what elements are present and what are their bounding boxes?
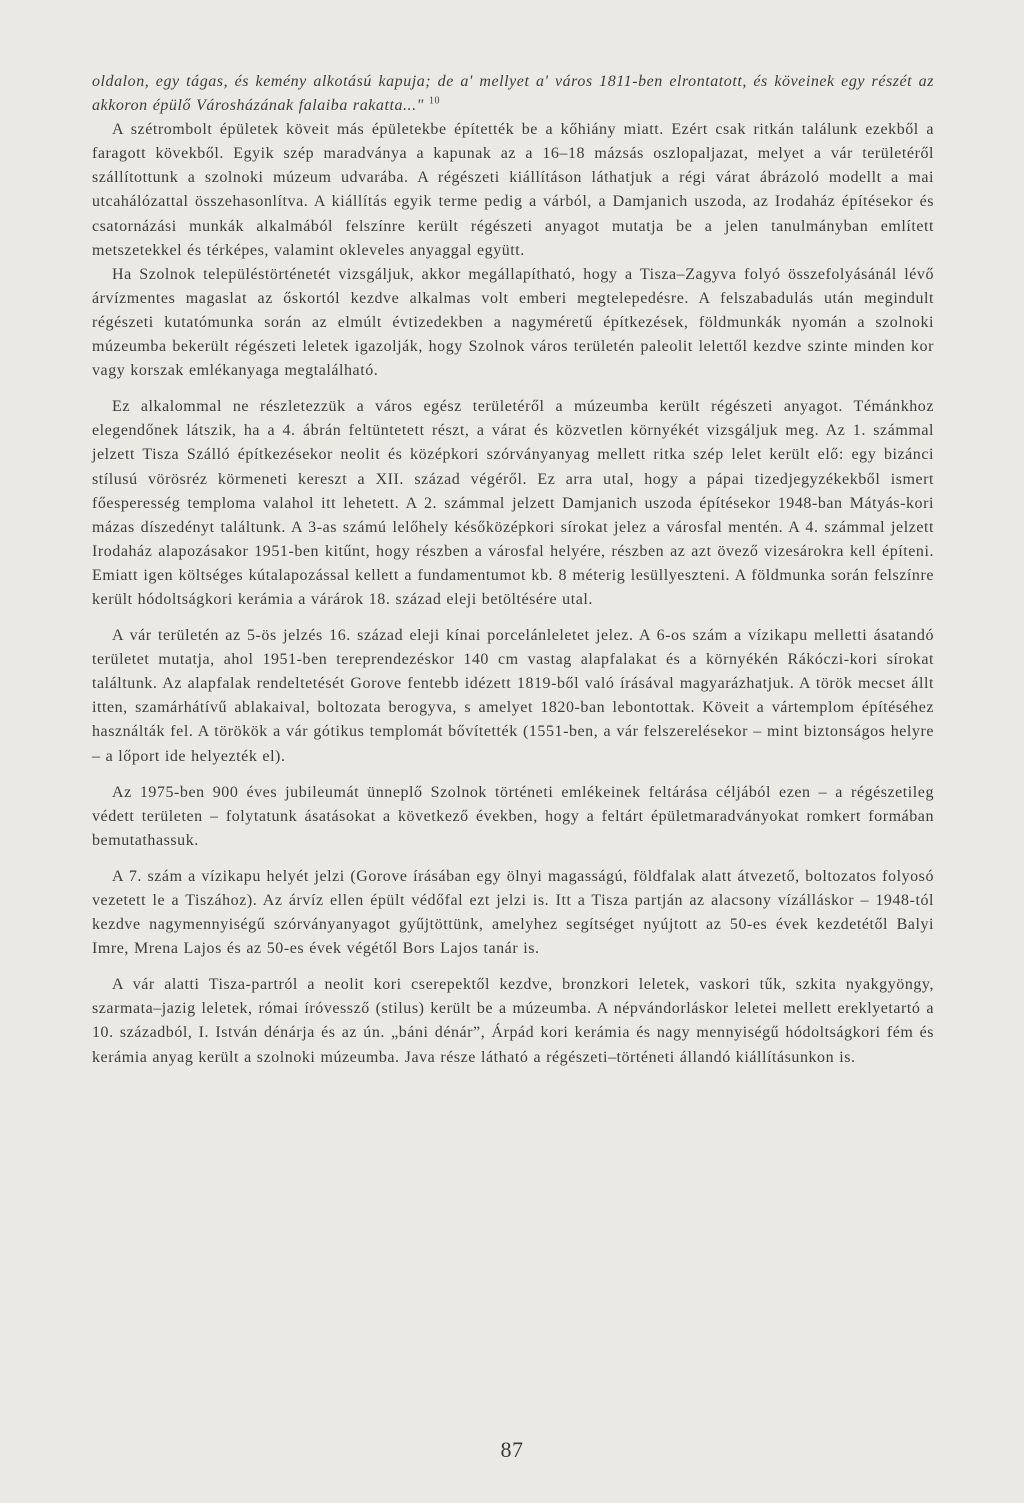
paragraph-2: Ha Szolnok településtörténetét vizsgáljuk, akkor megállapítható, hogy a Tisza–Zagyva folyó összefolyásánál lévő árvízmentes magaslat az őskortól kezdve alkalmas volt emberi megtelepedésre. A felszabadulás után megindult régészeti kutatómunka során az elmúlt évtizedekben a nagyméretű építkezések, földmunkák nyomán a szolnoki múzeumba bekerült régészeti leletek igazolják, hogy Szolnok város területén paleolit lelettől kezdve szinte minden kor vagy korszak emlékanyaga megtalálható. xyxy=(92,265,934,380)
paragraph-1: A szétrombolt épületek köveit más épületekbe építették be a kőhiány miatt. Ezért csak ritkán találunk ezekből a faragott kövekből. Egyik szép maradványa a kapunak az a 16–18 mázsás oszlopaljazat, melyet a vár területéről szállítottunk a szolnoki múzeum udvarába. A régészeti kiállításon láthatjuk a régi várat ábrázoló modellt a mai utcahálózattal összehasonlítva. A kiállítás egyik terme pedig a várból, a Damjanich uszoda, az Irodaház építésekor és csatornázási munkák alkalmából felszínre került régészeti anyagot mutatja be a jelen tanulmányban említett metszetekkel és térképes, valamint okleveles anyaggal együtt. xyxy=(92,121,934,259)
page-number: 87 xyxy=(500,1437,524,1462)
paragraph-5: Az 1975-ben 900 éves jubileumát ünneplő Szolnok történeti emlékeinek feltárása céljából ezen – a régészetileg védett területen – folytatunk ásatásokat a következő években, hogy a feltárt épületmaradványokat romkert formában bemutathassuk. xyxy=(92,783,934,849)
quote-paragraph xyxy=(92,70,934,118)
paragraph-3: Ez alkalommal ne részletezzük a város egész területéről a múzeumba került régészeti anyagot. Témánkhoz elegendőnek látszik, ha a 4. ábrán feltüntetett részt, a várat és közvetlen környékét vizsgáljuk meg. Az 1. számmal jelzett Tisza Szálló építkezésekor neolit és középkori szórványanyag mellett ritka szép lelet került elő: egy bizánci stílusú vörösréz körmeneti kereszt a XII. század végéről. Ez arra utal, hogy a pápai tizedjegyzékekből ismert főesperesség temploma valahol itt lehetett. A 2. számmal jelzett Damjanich uszoda építésekor 1948-ban Mátyás-kori mázas díszedényt találtunk. A 3-as számú lelőhely későközépkori sírokat jelez a városfal mentén. A 4. számmal jelzett Irodaház alapozásakor 1951-ben kitűnt, hogy részben a városfal helyére, részben az azt övező vizesárokra kell építeni. Emiatt igen költséges kútalapozással kellett a fundamentumot kb. 8 méterig lesüllyeszteni. A földmunka során felszínre került hódoltságkori kerámia a várárok 18. század eleji betöltésére utal. xyxy=(92,398,934,608)
quote-text: oldalon, egy tágas, és kemény alkotású kapuja; de a' mellyet a' város 1811-ben elrontatott, és köveinek egy részét az akkoron épülő Városházának falaiba rakatta..." xyxy=(92,73,934,115)
paragraph-4: A vár területén az 5-ös jelzés 16. század eleji kínai porcelánleletet jelez. A 6-os szám a vízikapu melletti ásatandó területet mutatja, ahol 1951-ben tereprendezéskor 140 cm vastag alapfalakat és a környékén Rákóczi-kori sírokat találtunk. Az alapfalak rendeltetését Gorove fentebb idézett 1819-ből való írásával magyarázhatjuk. A török mecset állt itten, szamárhátívű ablakaival, boltozata berogyva, s amelyet 1820-ban lebontottak. Köveit a vártemplom építéséhez használták fel. A törökök a vár gótikus templomát bővítették (1551-ben, a vár felszerelésekor – mint biztonságos helyre – a lőport ide helyezték el). xyxy=(92,627,934,765)
body-text xyxy=(92,70,934,1070)
footnote-reference: 10 xyxy=(428,95,441,107)
paragraph-7: A vár alatti Tisza-partról a neolit kori cserepektől kezdve, bronzkori leletek, vaskori tűk, szkita nyakgyöngy, szarmata–jazig leletek, római íróvessző (stilus) került be a múzeumba. A népvándorláskor leletei mellett ereklyetartó a 10. századból, I. István dénárja és az ún. „báni dénár”, Árpád kori kerámia és nagy mennyiségű hódoltságkori fém és kerámia anyag került a szolnoki múzeumba. Java része látható a régészeti–történeti állandó kiállításunkon is. xyxy=(92,976,934,1066)
paragraph-6: A 7. szám a vízikapu helyét jelzi (Gorove írásában egy ölnyi magasságú, földfalak alatt átvezető, boltozatos folyosó vezetett le a Tiszához). Az árvíz ellen épült védőfal ezt jelzi is. Itt a Tisza partján az alacsony vízálláskor – 1948-tól kezdve nagymennyiségű szórványanyagot gyűjtöttünk, amelyhez segítséget nyújtott az 50-es évek kezdetétől Balyi Imre, Mrena Lajos és az 50-es évek végétől Bors Lajos tanár is. xyxy=(92,867,934,958)
